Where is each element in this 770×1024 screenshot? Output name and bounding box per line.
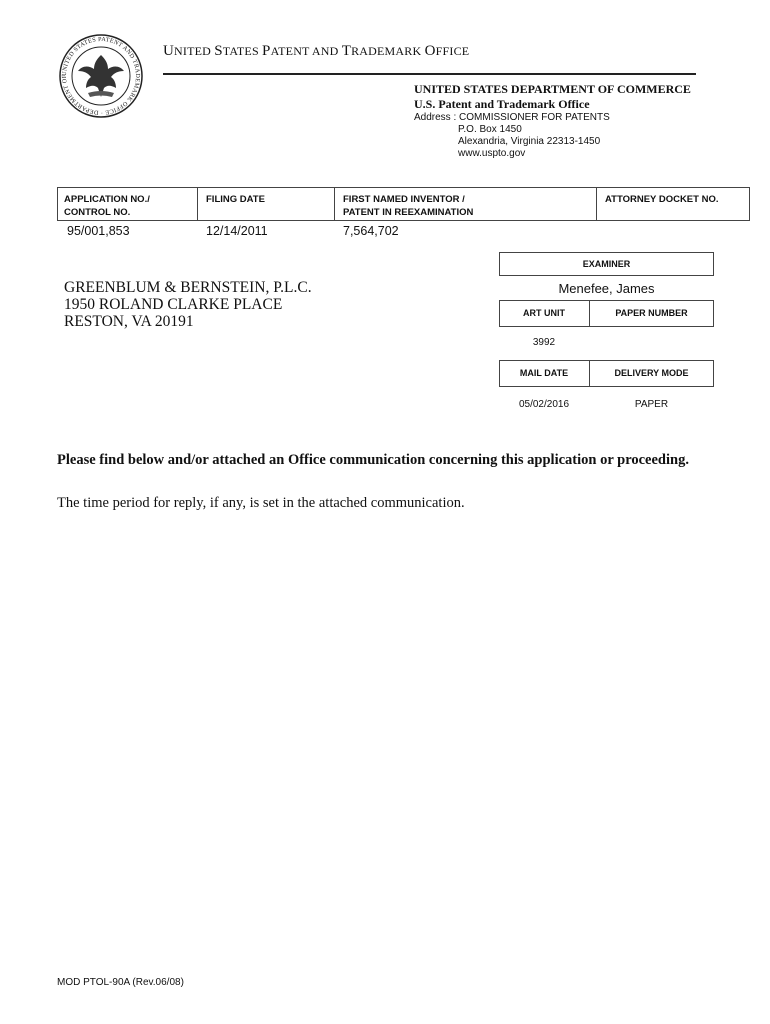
header-rule	[163, 73, 696, 75]
office-title: UNITED STATES PATENT AND TRADEMARK OFFICE	[163, 43, 470, 59]
addressee-line-3: RESTON, VA 20191	[64, 313, 194, 330]
seal-text: UNITED STATES PATENT AND TRADEMARK OFFICE · DEPARTMENT OF	[60, 35, 142, 117]
delivery-mode-label: DELIVERY MODE	[614, 368, 689, 378]
uspto-seal-icon	[58, 33, 144, 119]
examiner-label: EXAMINER	[582, 259, 631, 269]
inventor-value: 7,564,702	[343, 224, 399, 238]
address-line-3: Alexandria, Virginia 22313-1450	[458, 136, 601, 147]
time-period-notice: The time period for reply, if any, is set in the attached communication.	[57, 495, 465, 511]
paper-number-label: PAPER NUMBER	[615, 308, 688, 318]
addressee-line-1: GREENBLUM & BERNSTEIN, P.L.C.	[64, 279, 312, 296]
application-no-value: 95/001,853	[67, 224, 130, 238]
art-unit-label: ART UNIT	[523, 308, 565, 318]
filing-date-label: FILING DATE	[206, 194, 265, 205]
mail-date-value: 05/02/2016	[518, 399, 570, 410]
department-name: UNITED STATES DEPARTMENT OF COMMERCE	[414, 82, 691, 96]
office-name: U.S. Patent and Trademark Office	[414, 97, 590, 111]
address-line-1: Address : COMMISSIONER FOR PATENTS	[414, 112, 610, 123]
filing-date-value: 12/14/2011	[206, 224, 268, 238]
docket-label: ATTORNEY DOCKET NO.	[605, 194, 719, 205]
office-communication-notice: Please find below and/or attached an Office communication concerning this application or proceeding.	[57, 452, 689, 468]
mail-date-label: MAIL DATE	[519, 368, 569, 378]
address-line-2: P.O. Box 1450	[458, 124, 522, 135]
art-unit-value: 3992	[532, 337, 556, 348]
application-no-label: APPLICATION NO./ CONTROL NO.	[64, 194, 150, 218]
form-id: MOD PTOL-90A (Rev.06/08)	[57, 977, 184, 988]
inventor-label: FIRST NAMED INVENTOR / PATENT IN REEXAMINATION	[343, 194, 474, 218]
delivery-mode-value: PAPER	[634, 399, 669, 410]
address-line-4: www.uspto.gov	[458, 148, 526, 159]
addressee-line-2: 1950 ROLAND CLARKE PLACE	[64, 296, 283, 313]
examiner-name: Menefee, James	[558, 281, 655, 296]
